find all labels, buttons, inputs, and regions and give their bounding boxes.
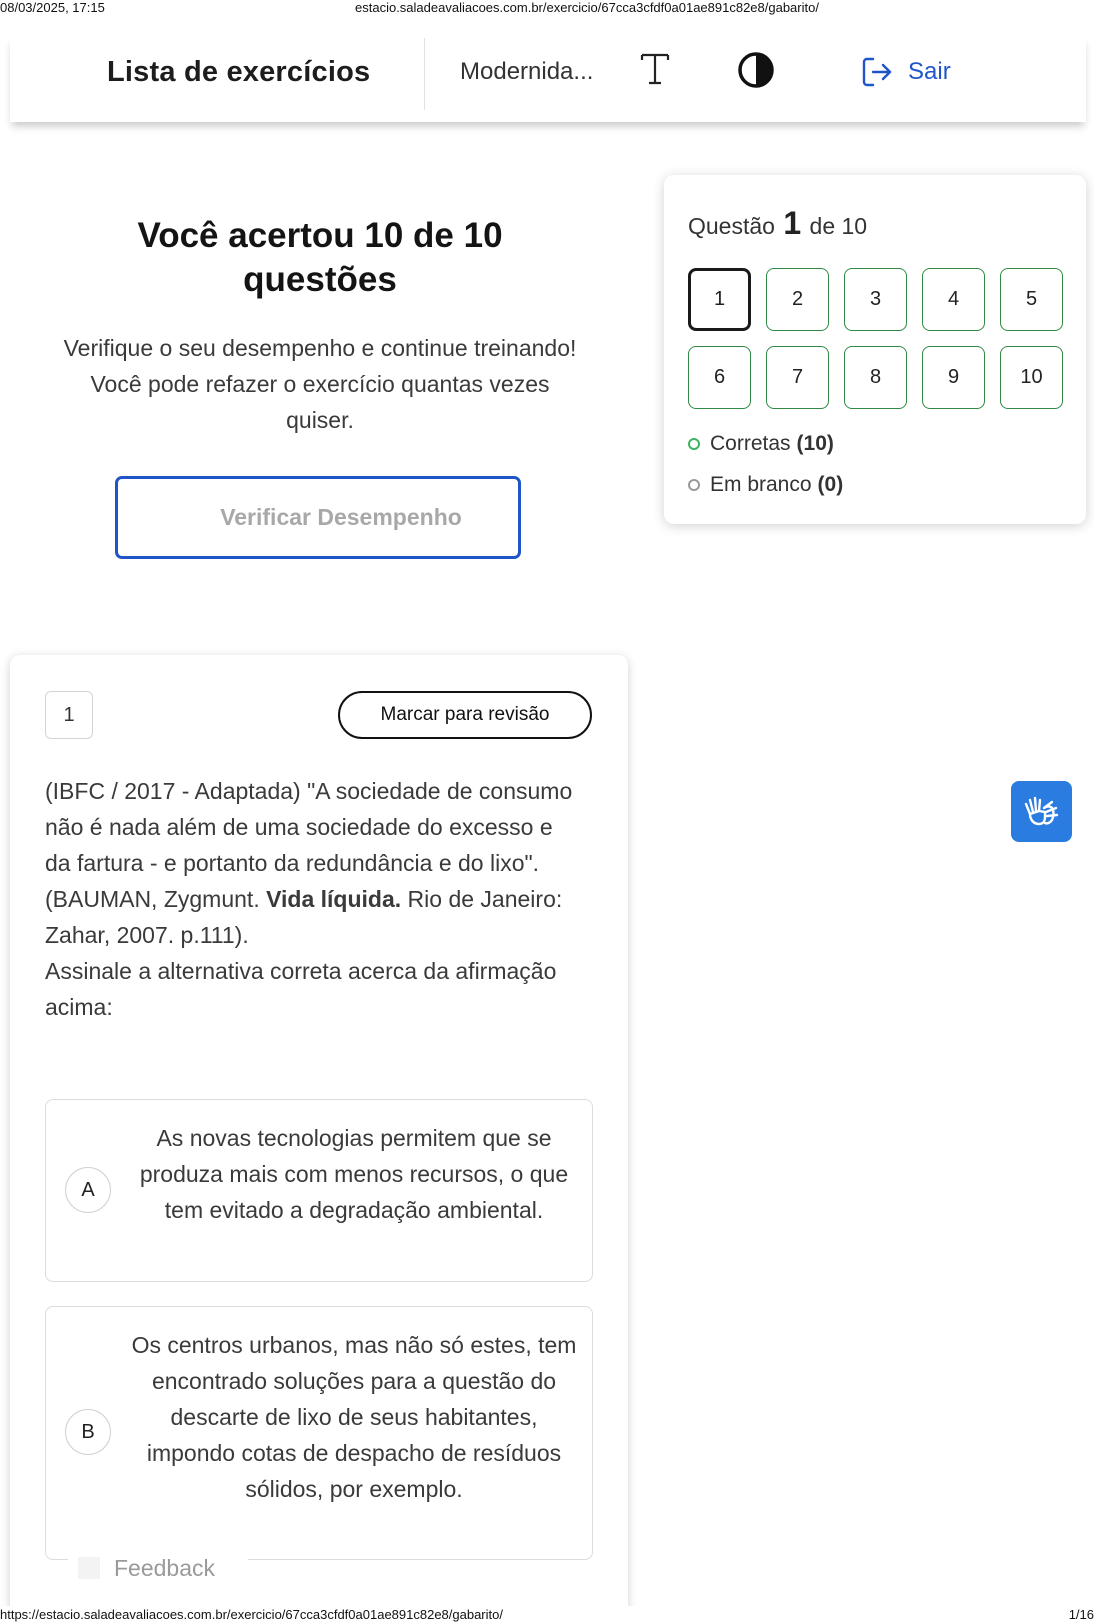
subject-name: Modernida...	[460, 58, 594, 85]
verify-performance-label: Verificar Desempenho	[220, 504, 462, 530]
legend-blank-count: (0)	[817, 473, 844, 496]
mark-review-button[interactable]: Marcar para revisão	[338, 691, 592, 739]
sign-language-button[interactable]	[1011, 781, 1072, 842]
print-url: estacio.saladeavaliacoes.com.br/exercicio/67cca3cfdf0a01ae891c82e8/gabarito/	[355, 0, 819, 15]
footer-page-number: 1/16	[1068, 1607, 1094, 1622]
question-button-10[interactable]: 10	[1000, 346, 1063, 409]
navigator-current: 1	[783, 205, 802, 241]
question-stem	[45, 773, 575, 1025]
option-text: Os centros urbanos, mas não só estes, tem encontrado soluções para a questão do descarte de lixo de seus habitantes, impondo cotas de despacho de resíduos sólidos, por exemplo.	[131, 1332, 577, 1502]
legend-correct-count: (10)	[796, 432, 834, 455]
stem-instruction: Assinale a alternativa correta acerca da afirmação acima:	[45, 958, 557, 1020]
option-b[interactable]	[45, 1306, 593, 1560]
feedback-label: Feedback	[114, 1554, 216, 1581]
question-button-2[interactable]: 2	[766, 268, 829, 331]
page-title: Lista de exercícios	[107, 56, 371, 88]
result-message: Verifique o seu desempenho e continue treinando! Você pode refazer o exercício quantas vezes quiser.	[63, 335, 577, 433]
result-headline: Você acertou 10 de 10 questões	[137, 216, 503, 299]
stem-text: (IBFC / 2017 - Adaptada) "A sociedade de consumo não é nada além de uma sociedade do excesso e da fartura - e portanto da redundância e do lixo". (BAUMAN, Zygmunt.	[45, 778, 573, 912]
stem-reference: Rio de Janeiro: Zahar, 2007. p.111).	[45, 886, 563, 948]
header-divider	[424, 38, 425, 110]
option-text: As novas tecnologias permitem que se produza mais com menos recursos, o que tem evitado a degradação ambiental.	[139, 1125, 569, 1223]
logout-icon	[860, 55, 894, 89]
verify-performance-button[interactable]	[115, 476, 521, 559]
legend-correct	[688, 432, 834, 456]
logout-button[interactable]	[860, 52, 951, 92]
sign-language-icon	[1022, 792, 1062, 832]
legend-blank-label: Em branco	[710, 473, 812, 496]
print-footer	[0, 1606, 1094, 1623]
logout-label: Sair	[908, 58, 951, 85]
stem-book-title: Vida líquida.	[266, 886, 402, 912]
navigator-suffix: de 10	[809, 213, 868, 239]
feedback-icon	[78, 1557, 100, 1579]
question-number: 1	[45, 691, 93, 739]
option-letter: A	[65, 1167, 111, 1213]
top-header	[10, 36, 1086, 122]
blank-dot-icon	[688, 479, 700, 491]
option-letter: B	[65, 1409, 111, 1455]
question-button-5[interactable]: 5	[1000, 268, 1063, 331]
question-navigator	[664, 175, 1086, 524]
result-summary	[60, 214, 580, 438]
question-button-1[interactable]: 1	[688, 268, 751, 331]
question-button-9[interactable]: 9	[922, 346, 985, 409]
correct-dot-icon	[688, 438, 700, 450]
option-a[interactable]	[45, 1099, 593, 1282]
footer-url: https://estacio.saladeavaliacoes.com.br/exercicio/67cca3cfdf0a01ae891c82e8/gabarito/	[0, 1607, 503, 1622]
print-timestamp: 08/03/2025, 17:15	[0, 0, 105, 15]
question-button-7[interactable]: 7	[766, 346, 829, 409]
contrast-icon[interactable]	[736, 50, 776, 90]
question-button-4[interactable]: 4	[922, 268, 985, 331]
navigator-heading	[688, 205, 867, 242]
question-button-8[interactable]: 8	[844, 346, 907, 409]
font-size-icon[interactable]	[636, 49, 676, 89]
question-grid	[688, 268, 1063, 409]
legend-correct-label: Corretas	[710, 432, 791, 455]
legend-blank	[688, 473, 843, 497]
navigator-prefix: Questão	[688, 213, 775, 239]
feedback-button[interactable]	[68, 1551, 248, 1585]
question-button-6[interactable]: 6	[688, 346, 751, 409]
print-header	[0, 0, 1094, 16]
question-button-3[interactable]: 3	[844, 268, 907, 331]
question-card	[10, 655, 628, 1623]
